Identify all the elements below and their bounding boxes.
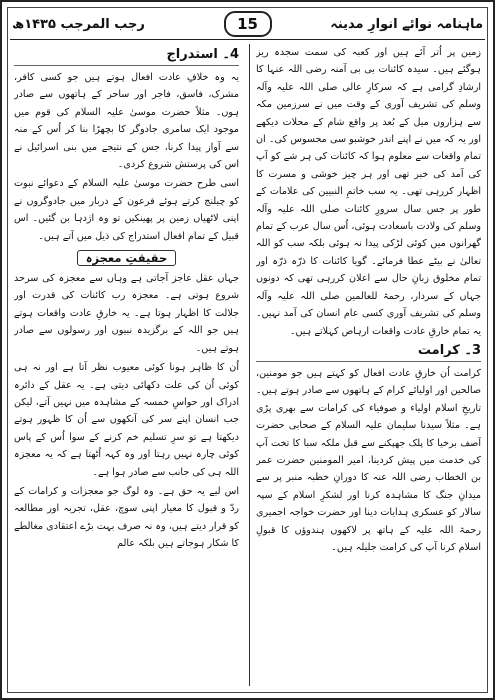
column-divider bbox=[249, 44, 250, 686]
issue-date: رجب المرجب ۱۴۳۵ھ bbox=[12, 16, 145, 32]
subheading-box bbox=[14, 249, 239, 267]
page-number: 15 bbox=[224, 11, 272, 37]
paragraph: اسی طرح حضرت موسیٰ علیہ السلام کے دعوائے نبوت کو چیلنج کرتے ہوئے فرعون کے دربار میں جادوگروں نے اپنی لاٹھیاں زمین پر پھینکیں تو وہ اژدہا بن گئیں۔ اس قبیل کے تمام افعال استدراج کی ذیل میں آتے ہیں۔ bbox=[14, 178, 239, 242]
section-heading-karamat: 3۔ کرامت bbox=[256, 342, 481, 362]
paragraph: اس لیے یہ حق ہے۔ وہ لوگ جو معجزات و کرامات کے ردّ و قبول کا معیار اپنی سوچ، عقل، تجربہ اور مطالعہ کو قرار دیتے ہیں، وہ نہ صرف بہت بڑے اعتقادی مغالطے کا شکار ہوجاتے ہیں بلکہ عالم bbox=[14, 485, 239, 550]
header-rule bbox=[10, 39, 485, 40]
paragraph: کرامت اُن خارقِ عادت افعال کو کہتے ہیں جو مومنین، صالحین اور اولیائے کرام کے ہاتھوں سے صادر ہوتے ہیں۔ تاریخِ اسلام اولیاء و صوفیاء کی کرامات سے بھری پڑی ہے۔ مثلاً سیدنا سلیمان علیہ السلام کے صحابی حضرت آصف برخیا کا پلک جھپکنے سے قبل ملکہ سبا کا تخت آپ کی خدمت میں پیش کردینا، امیر المومنین حضرت عمر بن الخطاب رضی اللہ عنہ کا دورانِ خطبہ منبر پر سے میدانِ جنگ کا مشاہدہ کرنا اور لشکرِ اسلام کے سپہ سالار کو عسکری ہدایات دینا اور حضرت خواجہ اجمیری رحمۃ اللہ علیہ کے ہاتھ پر لاکھوں ہندوؤں کا قبولِ اسلام کرنا آپ کی کرامت جلیلہ ہیں۔ bbox=[256, 367, 481, 553]
left-column bbox=[14, 44, 239, 686]
paragraph: جہاں عقل عاجز آجاتی ہے وہاں سے معجزہ کی سرحد شروع ہوتی ہے۔ معجزہ رب کائنات کی قدرت اور جلالت کا اظہار ہوتا ہے۔ یہ خارقِ عادت واقعات ہوتے ہیں جو اللہ کے برگزیدہ نبیوں اور رسولوں سے صادر ہوتے ہیں۔ bbox=[14, 273, 239, 354]
paragraph: زمین پر اُتر آئے ہیں اور کعبہ کی سمت سجدہ ریز ہوگئے ہیں۔ سیدہ کائنات بی بی آمنہ رضی اللہ عنہا کا ارشادِ گرامی ہے کہ سرکارِ عالی صلی اللہ علیہ وآلہ وسلم کی تشریف آوری کے وقت میں نے سرزمین مکہ سے ہزاروں میل کے بُعد پر واقع شام کے محلات دیکھے اور یہ کہ میں نے اپنے اندر خوشبو سی محسوس کی۔ ان تمام واقعات سے معلوم ہوا کہ کائنات کی ہر شے کو آپ کی آمد کی خبر تھی اور ہر چیز خوشی و مسرت کا اظہار کررہی تھی۔ یہ سب خاتمِ النبیین کی علامات کے طور پر جس سال سرورِ کائنات صلی اللہ علیہ وآلہ وسلم کی ولادت باسعادت ہوئی، اُس سال عرب کے تمام گھرانوں میں کوئی لڑکی پیدا نہ ہوئی بلکہ سب کو اللہ تعالیٰ نے بیٹے عطا فرمائے۔ گویا کائنات کا ذرّہ ذرّہ اور تمام مخلوق زبانِ حال سے اعلان کررہی تھی کہ دونوں جہاں کے سردار، رحمۃ للعالمین صلی اللہ علیہ وآلہ وسلم کی تشریف آوری کسی عام انسان کی آمد نہیں۔ یہ تمام خارقِ عادت واقعات ارہاص کہلاتے ہیں۔ bbox=[256, 47, 481, 337]
magazine-title: ماہنامہ نوائے انوارِ مدینہ bbox=[330, 16, 483, 32]
right-column bbox=[256, 44, 481, 686]
section-heading-istidraj: 4۔ استدراج bbox=[14, 46, 239, 66]
paragraph: اُن کا ظاہر ہونا کوئی معیوب نظر آتا ہے اور نہ ہی کوئی اُن کی علت دکھائی دیتی ہے۔ یہ عقل کے دائرہ ادراک اور حواسِ خمسہ کے مشاہدہ میں نہیں آتے، لیکن جب انسان اپنے سر کی آنکھوں سے اُن کا ظہور ہوتے دیکھتا ہے تو سرِ تسلیم خم کرنے کے سوا اُس کے پاس کوئی چارہ نہیں رہتا اور وہ کہہ اُٹھتا ہے کہ یہ معجزہ اللہ ہی کی جانب سے صادر ہوا ہے۔ bbox=[14, 362, 239, 478]
paragraph: یہ وہ خلافِ عادت افعال ہوتے ہیں جو کسی کافر، مشرک، فاسق، فاجر اور ساحر کے ہاتھوں سے صادر ہوں۔ مثلاً حضرت موسیٰ علیہ السلام کی قوم میں موجود ایک سامری جادوگر کا بچھڑا بنا کر اُس کے منہ سے آواز پیدا کرنا، جس کے نتیجے میں بنی اسرائیل نے اس کی پرستش شروع کردی۔ bbox=[14, 72, 239, 171]
page-header bbox=[12, 10, 483, 38]
subheading-haqeeqat-mojiza: حقیقتِ معجزہ bbox=[77, 250, 177, 266]
